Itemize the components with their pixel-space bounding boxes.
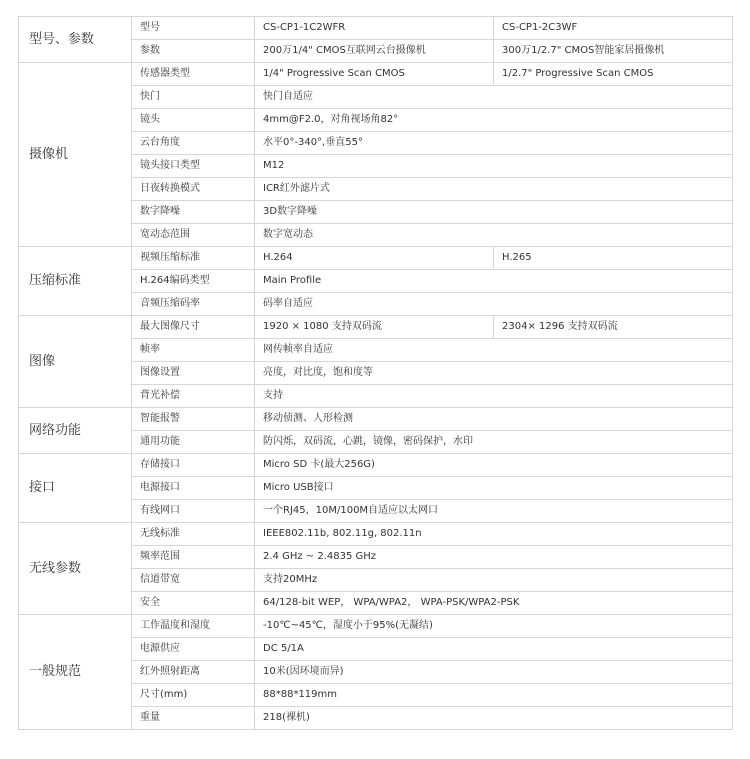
- spec-value: 移动侦测、人形检测: [255, 408, 733, 431]
- spec-label: 红外照射距离: [132, 661, 255, 684]
- spec-value: 1920 × 1080 支持双码流: [255, 316, 494, 339]
- spec-value: 64/128-bit WEP， WPA/WPA2， WPA-PSK/WPA2-PSK: [255, 592, 733, 615]
- spec-value: H.264: [255, 247, 494, 270]
- table-row: [19, 17, 733, 40]
- category-cell: 型号、参数: [19, 17, 132, 63]
- spec-label: 数字降噪: [132, 201, 255, 224]
- spec-value: 218(裸机): [255, 707, 733, 730]
- table-row: [19, 408, 733, 431]
- spec-label: 宽动态范围: [132, 224, 255, 247]
- spec-value: 码率自适应: [255, 293, 733, 316]
- spec-value: Micro USB接口: [255, 477, 733, 500]
- spec-label: 重量: [132, 707, 255, 730]
- spec-value: ICR红外滤片式: [255, 178, 733, 201]
- spec-value: 1/2.7" Progressive Scan CMOS: [494, 63, 733, 86]
- category-cell: 压缩标准: [19, 247, 132, 316]
- spec-label: 云台角度: [132, 132, 255, 155]
- spec-value: 数字宽动态: [255, 224, 733, 247]
- spec-value: M12: [255, 155, 733, 178]
- spec-label: 镜头: [132, 109, 255, 132]
- spec-label: 快门: [132, 86, 255, 109]
- spec-value: -10℃~45℃，湿度小于95%(无凝结): [255, 615, 733, 638]
- spec-value: CS-CP1-1C2WFR: [255, 17, 494, 40]
- spec-label: 有线网口: [132, 500, 255, 523]
- spec-value: CS-CP1-2C3WF: [494, 17, 733, 40]
- spec-value: 防闪烁，双码流，心跳，镜像，密码保护，水印: [255, 431, 733, 454]
- spec-label: 参数: [132, 40, 255, 63]
- spec-table: [18, 16, 733, 730]
- spec-label: 电源接口: [132, 477, 255, 500]
- spec-label: 尺寸(mm): [132, 684, 255, 707]
- table-row: [19, 615, 733, 638]
- category-cell: 图像: [19, 316, 132, 408]
- spec-value: 200万1/4" CMOS互联网云台摄像机: [255, 40, 494, 63]
- category-cell: 一般规范: [19, 615, 132, 730]
- spec-value: 10米(因环境而异): [255, 661, 733, 684]
- spec-value: 300万1/2.7" CMOS智能家居摄像机: [494, 40, 733, 63]
- spec-value: 支持: [255, 385, 733, 408]
- spec-table-body: [19, 17, 733, 730]
- table-row: [19, 247, 733, 270]
- spec-label: 型号: [132, 17, 255, 40]
- category-cell: 无线参数: [19, 523, 132, 615]
- spec-value: H.265: [494, 247, 733, 270]
- category-cell: 摄像机: [19, 63, 132, 247]
- spec-value: 支持20MHz: [255, 569, 733, 592]
- spec-label: H.264编码类型: [132, 270, 255, 293]
- spec-value: IEEE802.11b, 802.11g, 802.11n: [255, 523, 733, 546]
- spec-value: 2304× 1296 支持双码流: [494, 316, 733, 339]
- spec-value: Micro SD 卡(最大256G): [255, 454, 733, 477]
- spec-label: 存储接口: [132, 454, 255, 477]
- spec-value: 1/4" Progressive Scan CMOS: [255, 63, 494, 86]
- spec-label: 背光补偿: [132, 385, 255, 408]
- spec-value: Main Profile: [255, 270, 733, 293]
- spec-label: 传感器类型: [132, 63, 255, 86]
- spec-value: 一个RJ45，10M/100M自适应以太网口: [255, 500, 733, 523]
- table-row: [19, 523, 733, 546]
- spec-value: 4mm@F2.0，对角视场角82°: [255, 109, 733, 132]
- spec-label: 信道带宽: [132, 569, 255, 592]
- category-cell: 接口: [19, 454, 132, 523]
- spec-label: 图像设置: [132, 362, 255, 385]
- spec-value: DC 5/1A: [255, 638, 733, 661]
- spec-label: 最大图像尺寸: [132, 316, 255, 339]
- spec-value: 亮度，对比度，饱和度等: [255, 362, 733, 385]
- spec-value: 2.4 GHz ~ 2.4835 GHz: [255, 546, 733, 569]
- spec-label: 日夜转换模式: [132, 178, 255, 201]
- spec-value: 快门自适应: [255, 86, 733, 109]
- table-row: [19, 63, 733, 86]
- table-row: [19, 454, 733, 477]
- spec-label: 无线标准: [132, 523, 255, 546]
- spec-label: 帧率: [132, 339, 255, 362]
- spec-value: 3D数字降噪: [255, 201, 733, 224]
- spec-label: 镜头接口类型: [132, 155, 255, 178]
- spec-value: 水平0°-340°,垂直55°: [255, 132, 733, 155]
- spec-label: 音频压缩码率: [132, 293, 255, 316]
- spec-label: 智能报警: [132, 408, 255, 431]
- spec-value: 网传帧率自适应: [255, 339, 733, 362]
- spec-value: 88*88*119mm: [255, 684, 733, 707]
- spec-label: 通用功能: [132, 431, 255, 454]
- spec-label: 工作温度和湿度: [132, 615, 255, 638]
- spec-label: 电源供应: [132, 638, 255, 661]
- category-cell: 网络功能: [19, 408, 132, 454]
- table-row: [19, 316, 733, 339]
- spec-label: 频率范围: [132, 546, 255, 569]
- spec-label: 视频压缩标准: [132, 247, 255, 270]
- spec-label: 安全: [132, 592, 255, 615]
